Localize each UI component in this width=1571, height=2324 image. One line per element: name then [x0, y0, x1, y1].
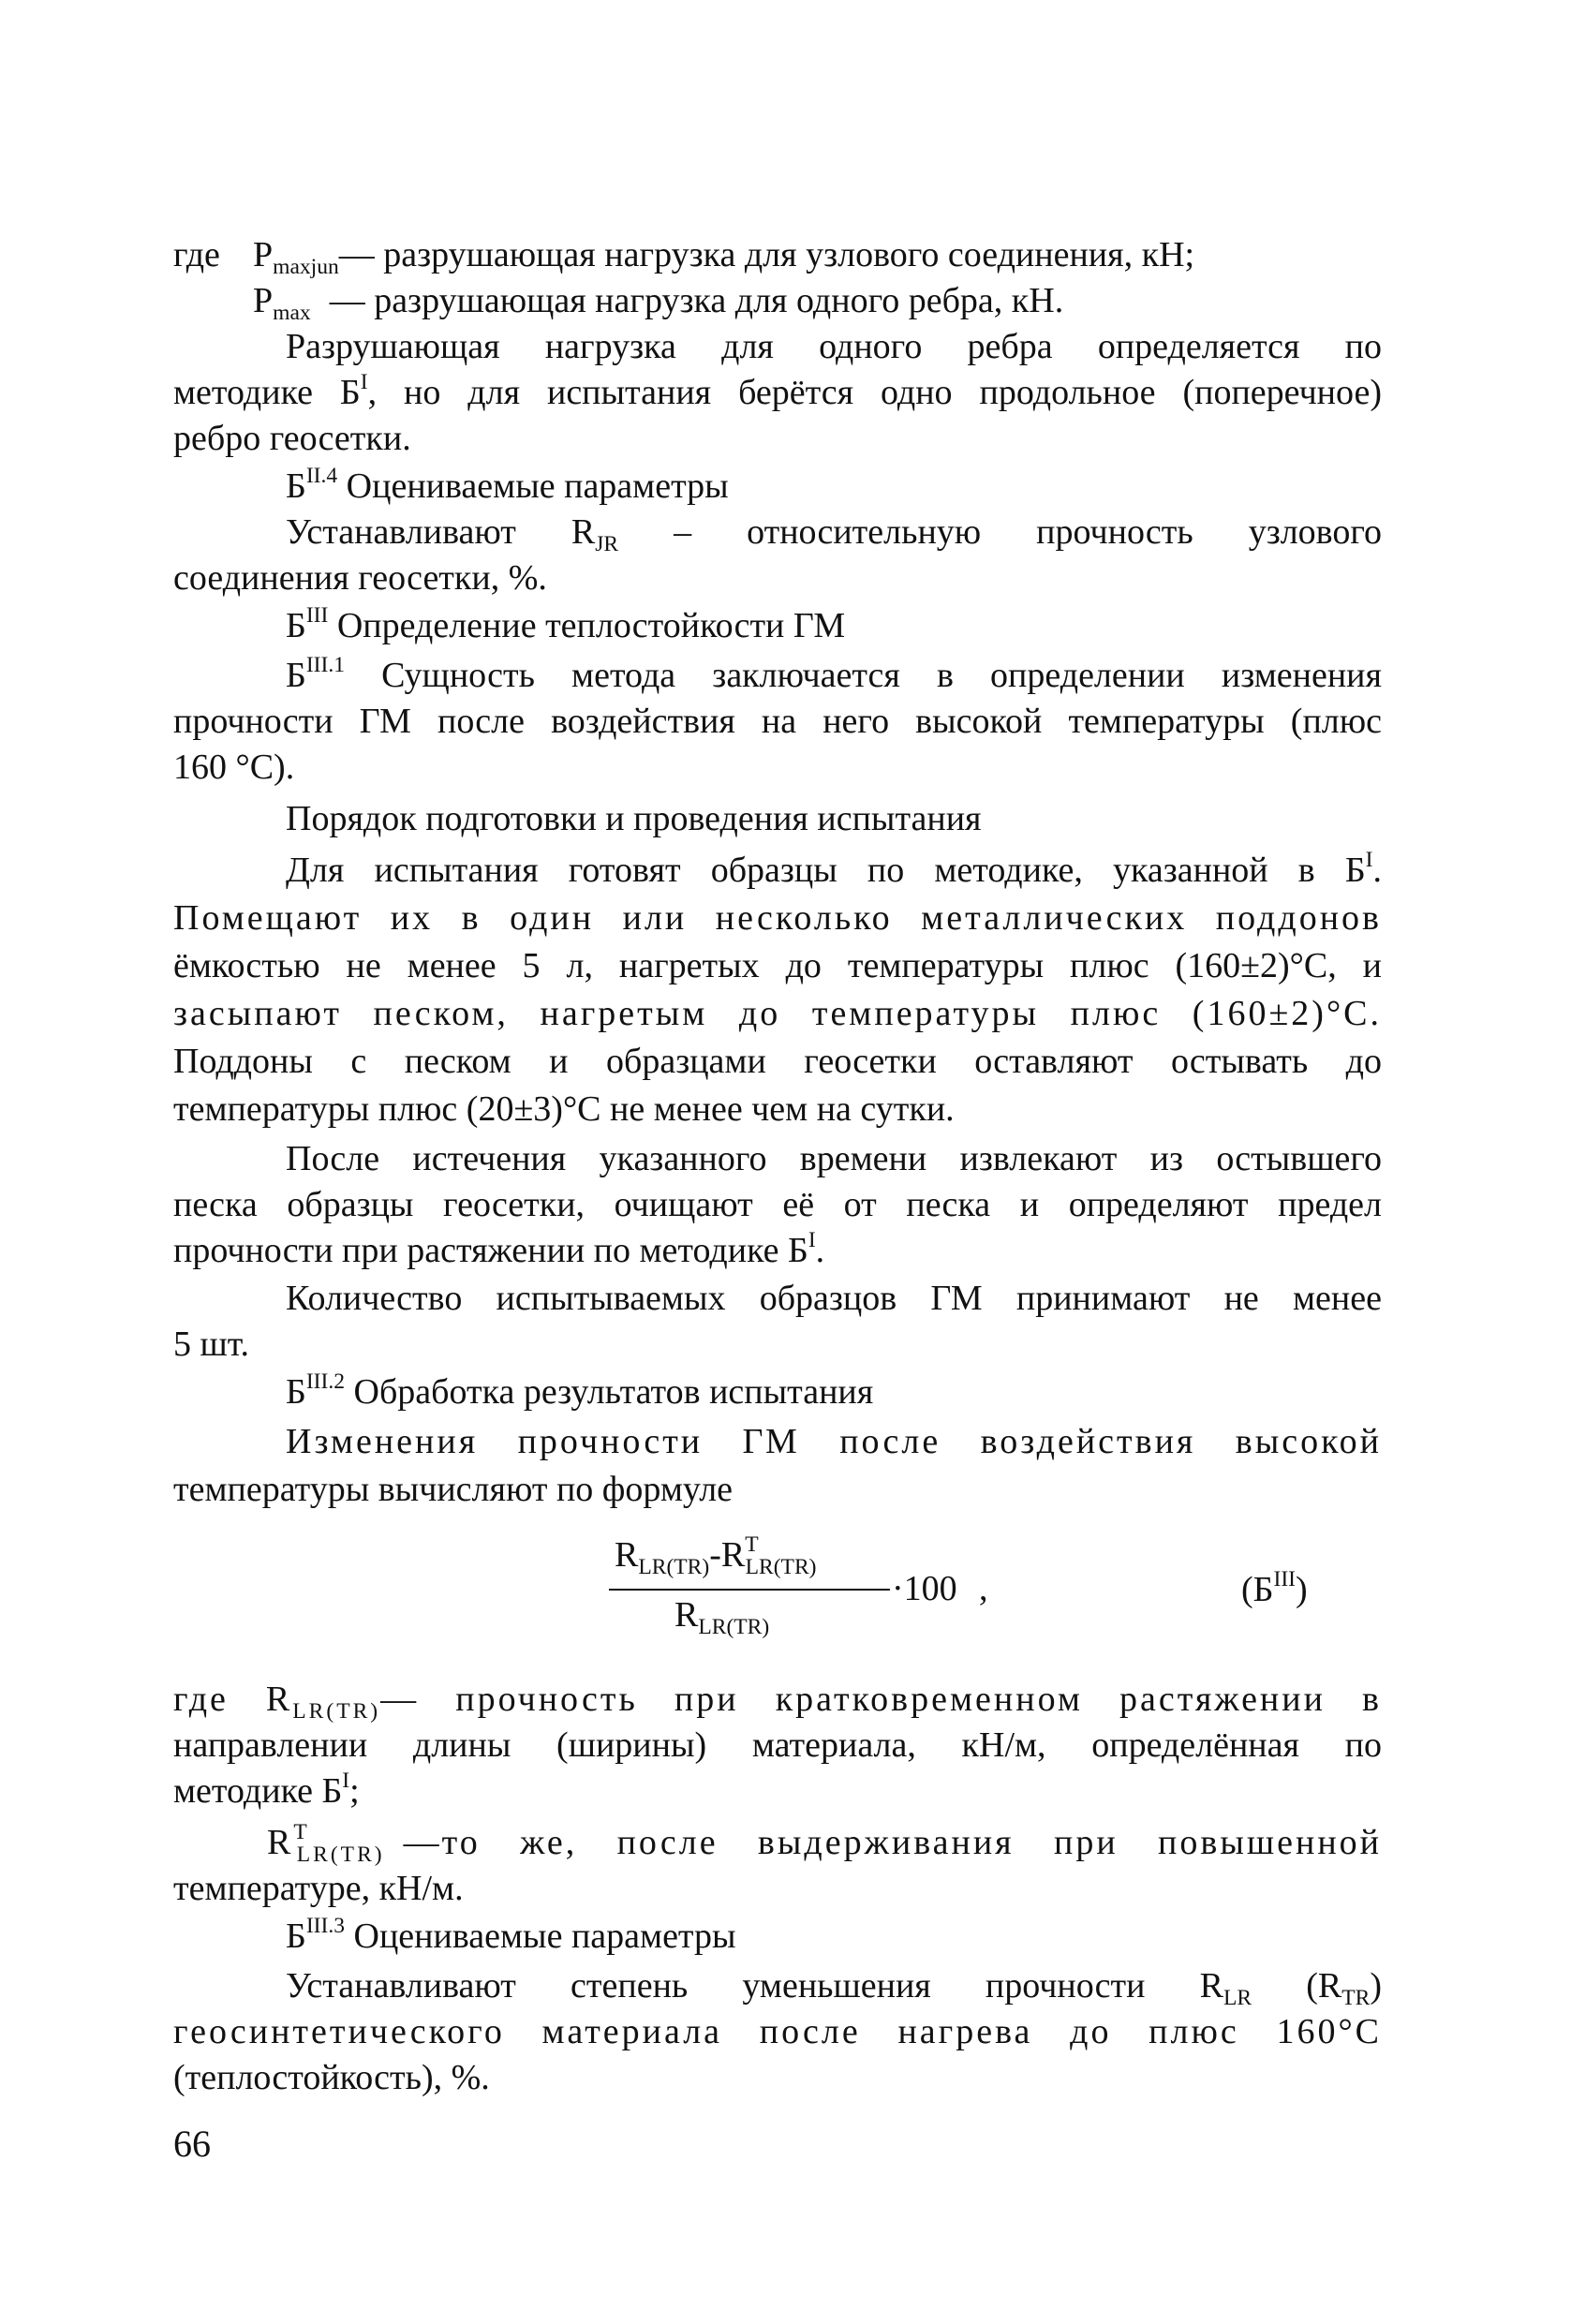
- paragraph-line: методике $Б^I$, но для испытания берётся одно продольное (поперечное): [173, 369, 1382, 412]
- formula-b-iii: [581, 1532, 988, 1656]
- paragraph-line: методике $Б^I$;: [173, 1768, 360, 1811]
- paragraph-line: Изменения прочности ГМ после воздействия высокой: [286, 1422, 1382, 1461]
- page-number: 66: [173, 2123, 211, 2165]
- paragraph-line: температуры вычисляют по формуле: [173, 1470, 734, 1509]
- paragraph-line: прочности при растяжении по методике $Б^I$.: [173, 1227, 825, 1270]
- fraction-bar: [609, 1589, 890, 1591]
- paragraph-line: прочности ГМ после воздействия на него высокой температуры (плюс: [173, 702, 1382, 741]
- formula-multiplier: ·100: [892, 1569, 957, 1608]
- p-maxjun-definition: $P_{maxjun}—$ разрушающая нагрузка для узлового соединения, кН;: [253, 235, 1195, 280]
- paragraph-line: $Б^{III.1}$ Сущность метода заключается в определении изменения: [286, 652, 1382, 695]
- paragraph-line: 160 °С).: [173, 748, 295, 787]
- where-label-1: где: [173, 235, 220, 274]
- paragraph-line: $R^T_{LR(TR)}$ —то же, после выдерживания при повышенной: [267, 1819, 1382, 1868]
- paragraph-line: где $R_{LR(TR)}—$ прочность при кратковременном растяжении в: [173, 1680, 1382, 1724]
- section-heading-b-iii-3: $Б^{III.3}$ Оцениваемые параметры: [286, 1913, 736, 1956]
- paragraph-line: 5 шт.: [173, 1325, 250, 1364]
- paragraph-line: Поддоны с песком и образцами геосетки оставляют остывать до: [173, 1042, 1382, 1081]
- paragraph-line: геосинтетического материала после нагрева до плюс 160°С: [173, 2012, 1382, 2051]
- formula-label: $(Б^{III})$: [1241, 1566, 1308, 1609]
- section-heading-b-iii-2: $Б^{III.2}$ Обработка результатов испытания: [286, 1369, 874, 1412]
- section-heading-b-iii: $Б^{III}$ Определение теплостойкости ГМ: [286, 602, 846, 645]
- paragraph-line: песка образцы геосетки, очищают её от песка и определяют предел: [173, 1185, 1382, 1224]
- section-heading-b-ii-4: $Б^{II.4}$ Оцениваемые параметры: [286, 463, 729, 506]
- paragraph-line: Устанавливают $R_{JR}$ – относительную прочность узлового: [286, 512, 1382, 557]
- paragraph-line: Для испытания готовят образцы по методике, указанной в $Б^I$.: [286, 847, 1382, 890]
- paragraph-line: ребро геосетки.: [173, 419, 411, 458]
- formula-denominator: $R_{LR(TR)}$: [674, 1595, 770, 1640]
- paragraph-line: Количество испытываемых образцов ГМ принимают не менее: [286, 1279, 1382, 1318]
- paragraph-line: засыпают песком, нагретым до температуры плюс (160±2)°С.: [173, 994, 1382, 1033]
- paragraph-line: температуры плюс (20±3)°С не менее чем на сутки.: [173, 1089, 955, 1129]
- p-max-definition: $P_{max}$ — разрушающая нагрузка для одного ребра, кН.: [253, 281, 1064, 326]
- paragraph-line: соединения геосетки, %.: [173, 558, 547, 598]
- paragraph-line: Разрушающая нагрузка для одного ребра определяется по: [286, 327, 1382, 366]
- section-heading-order: Порядок подготовки и проведения испытания: [286, 799, 982, 838]
- paragraph-line: Помещают их в один или несколько металлических поддонов: [173, 898, 1382, 938]
- paragraph-line: направлении длины (ширины) материала, кН/м, определённая по: [173, 1725, 1382, 1765]
- paragraph-line: Устанавливают степень уменьшения прочности $R_{LR}$ $(R_{TR})$: [286, 1966, 1383, 2011]
- paragraph-line: ёмкостью не менее 5 л, нагретых до температуры плюс (160±2)°С, и: [173, 946, 1382, 985]
- formula-numerator: $R_{LR(TR)}-R^T_{LR(TR)}$: [615, 1532, 817, 1580]
- formula-comma: ,: [979, 1569, 988, 1608]
- paragraph-line: (теплостойкость), %.: [173, 2058, 490, 2097]
- paragraph-line: температуре, кН/м.: [173, 1869, 464, 1908]
- paragraph-line: После истечения указанного времени извлекают из остывшего: [286, 1139, 1382, 1178]
